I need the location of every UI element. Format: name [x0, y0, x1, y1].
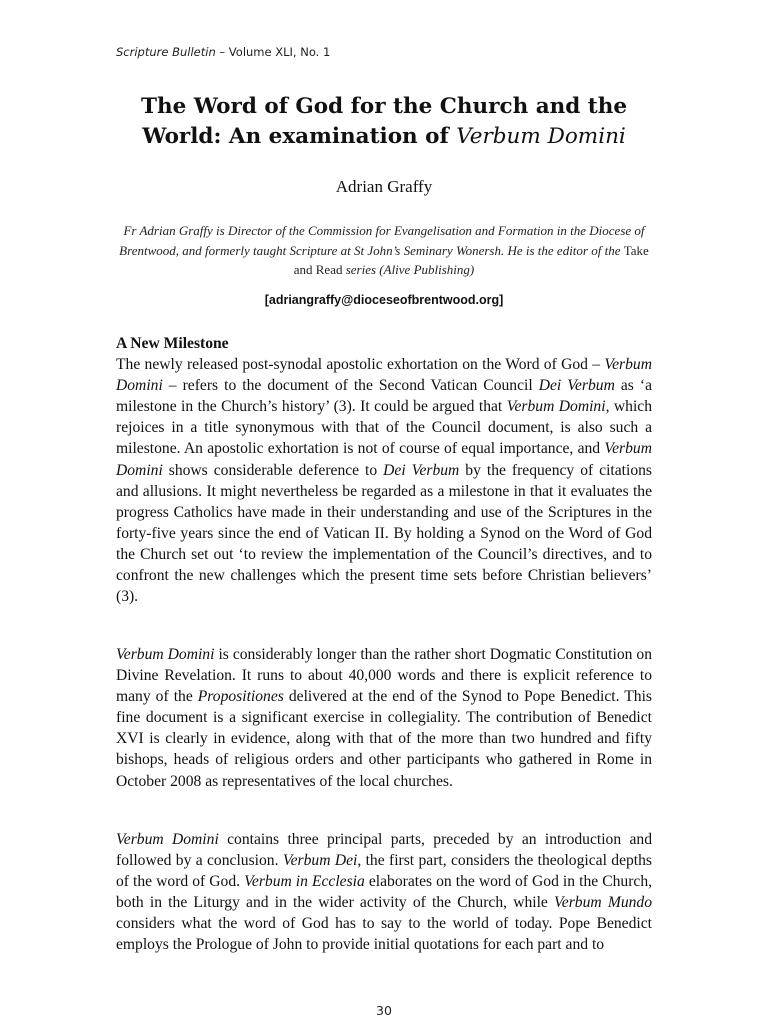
article-title — [100, 92, 668, 152]
text-run: by the frequency of citations and allusions. It might nevertheless be regarded as a milestone in that it evaluates the progress Catholics have made in their understanding and use of the Scriptures in the forty-five years since the end of Vatican II. By holding a Synod on the Word of God the Church set out ‘to review the implementation of the Council’s directives, and to confront the new challenges which the present time sets before Christian believers’ (3). — [116, 461, 652, 606]
text-run: , the first part, considers the theological depths of the word of God. — [116, 852, 652, 891]
italic-title: Verbum Domini — [116, 646, 215, 663]
italic-title: Dei Verbum — [383, 461, 460, 479]
title-italic: Verbum Domini — [456, 124, 626, 149]
section-heading: A New Milestone — [116, 335, 229, 352]
page-number: 30 — [376, 1003, 392, 1018]
text-run: delivered at the end of the Synod to Pope Benedict. This fine document is a significant exercise in collegiality. The contribution of Benedict XVI is clearly in evidence, along with that of the more than two hundred and fifty bishops, heads of religious orders and other participants who gathered in Rome in October 2008 as representatives of the local churches. — [116, 688, 652, 790]
text-run: elaborates on the word of God in the Church, both in the Liturgy and in the wider activity of the Church, while — [116, 873, 653, 912]
text-run: contains three principal parts, preceded by an introduction and followed by a conclusion. — [116, 831, 653, 870]
title-line-1: The Word of God for the Church and the — [140, 94, 628, 119]
italic-title: Propositiones — [197, 688, 284, 706]
text-run: The newly released post-synodal apostolic exhortation on the Word of God – — [116, 356, 605, 374]
bio-series-title: Take and Read — [293, 242, 649, 277]
bio-text-end: series (Alive Publishing) — [342, 262, 475, 277]
author-name: Adrian Graffy — [335, 177, 433, 196]
paragraph-2 — [116, 644, 652, 792]
text-run: , which rejoices in a title synonymous with that of the Council document, is also such a milestone. An apostolic exhortation is not of course of equal importance, and — [116, 398, 652, 458]
italic-title: Verbum Domini — [506, 398, 606, 416]
italic-title: Verbum Domini — [116, 440, 652, 479]
text-run: is considerably longer than the rather short Dogmatic Constitution on Divine Revelation. It runs to about 40,000 words and there is explicit reference to many of the — [116, 646, 653, 706]
italic-title: Verbum Domini — [116, 356, 652, 395]
journal-title: Scripture Bulletin — [116, 45, 216, 59]
author-bio — [116, 221, 652, 280]
title-line-2: World: An examination of — [142, 124, 457, 149]
text-run: shows considerable deference to — [162, 461, 384, 479]
bio-text: Fr Adrian Graffy is Director of the Commission for Evangelisation and Formation in the Diocese of Brentwood, and formerly taught Scripture at St John’s Seminary Wonersh. He is the editor of the — [119, 223, 645, 258]
italic-title: Verbum Dei — [282, 852, 358, 870]
text-run: as ‘a milestone in the Church’s history’ (3). It could be argued that — [116, 377, 652, 416]
text-run: considers what the word of God has to say to the world of today. Pope Benedict employs the Prologue of John to provide initial quotations for each part and to — [116, 915, 652, 954]
italic-title: Dei Verbum — [538, 377, 615, 395]
italic-title: Verbum Domini — [116, 831, 219, 848]
author-email: [adriangraffy@dioceseofbrentwood.org] — [264, 293, 504, 307]
paragraph-1 — [116, 333, 652, 607]
text-run: – refers to the document of the Second Vatican Council — [162, 377, 539, 395]
journal-volume: – Volume XLI, No. 1 — [215, 45, 331, 59]
paragraph-3 — [116, 829, 652, 956]
running-header — [116, 45, 330, 59]
italic-title: Verbum in Ecclesia — [244, 873, 365, 891]
italic-title: Verbum Mundo — [554, 894, 653, 912]
